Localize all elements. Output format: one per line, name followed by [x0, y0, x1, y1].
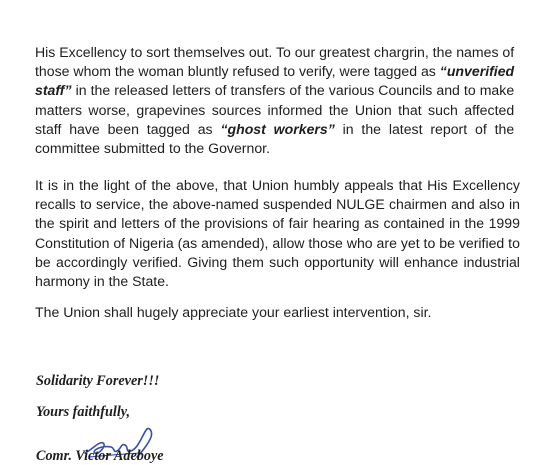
text-run: those whom the woman bluntly refused to verify, were tagged as	[35, 63, 440, 80]
text-line	[35, 176, 520, 195]
text-line	[35, 253, 520, 272]
text-run: be accordingly verified. Giving them such opportunity will enhance industrial	[35, 253, 520, 270]
closing-solidarity: Solidarity Forever!!!	[36, 373, 160, 389]
paragraph-1	[35, 43, 514, 158]
text-run: in the released letters of transfers of the various Councils and to make	[71, 82, 515, 99]
text-line	[35, 120, 514, 139]
text-run: staff have been tagged as	[35, 120, 221, 137]
text-run: matters worse, grapevines sources informed the Union that such affected	[35, 101, 515, 118]
text-line	[35, 101, 514, 120]
paragraph-2	[35, 176, 520, 291]
text-line	[35, 62, 514, 81]
text-line	[35, 139, 514, 158]
closing-yours-faithfully: Yours faithfully,	[36, 404, 131, 420]
emphasized-text: “ghost workers”	[220, 120, 335, 137]
text-run: It is in the light of the above, that Union humbly appeals that His Excellency	[35, 177, 520, 193]
text-run: Constitution of Nigeria (as amended), allow those who are yet to be verified to	[35, 234, 520, 251]
text-run: The Union shall hugely appreciate your earliest intervention, sir.	[35, 304, 432, 320]
text-line	[35, 81, 514, 100]
text-run: recalls to service, the above-named suspended NULGE chairmen and also in	[35, 196, 520, 213]
emphasized-text: staff”	[35, 82, 72, 99]
text-line	[35, 214, 520, 233]
text-line	[35, 195, 520, 214]
paragraph-3	[35, 303, 431, 322]
text-run: committee submitted to the Governor.	[35, 140, 271, 157]
emphasized-text: “unverified	[439, 63, 515, 80]
text-line	[35, 43, 514, 62]
text-run: in the latest report of the	[334, 120, 515, 137]
text-line	[35, 234, 520, 253]
text-run: harmony in the State.	[35, 273, 169, 290]
text-line	[35, 272, 520, 291]
signatory-name: Comr. Victor Adeboye	[36, 448, 164, 464]
text-run: His Excellency to sort themselves out. To our greatest chargrin, the names of	[35, 44, 515, 60]
text-line	[35, 303, 431, 322]
text-run: the spirit and letters of the provisions of fair hearing as contained in the 1999	[35, 215, 520, 232]
